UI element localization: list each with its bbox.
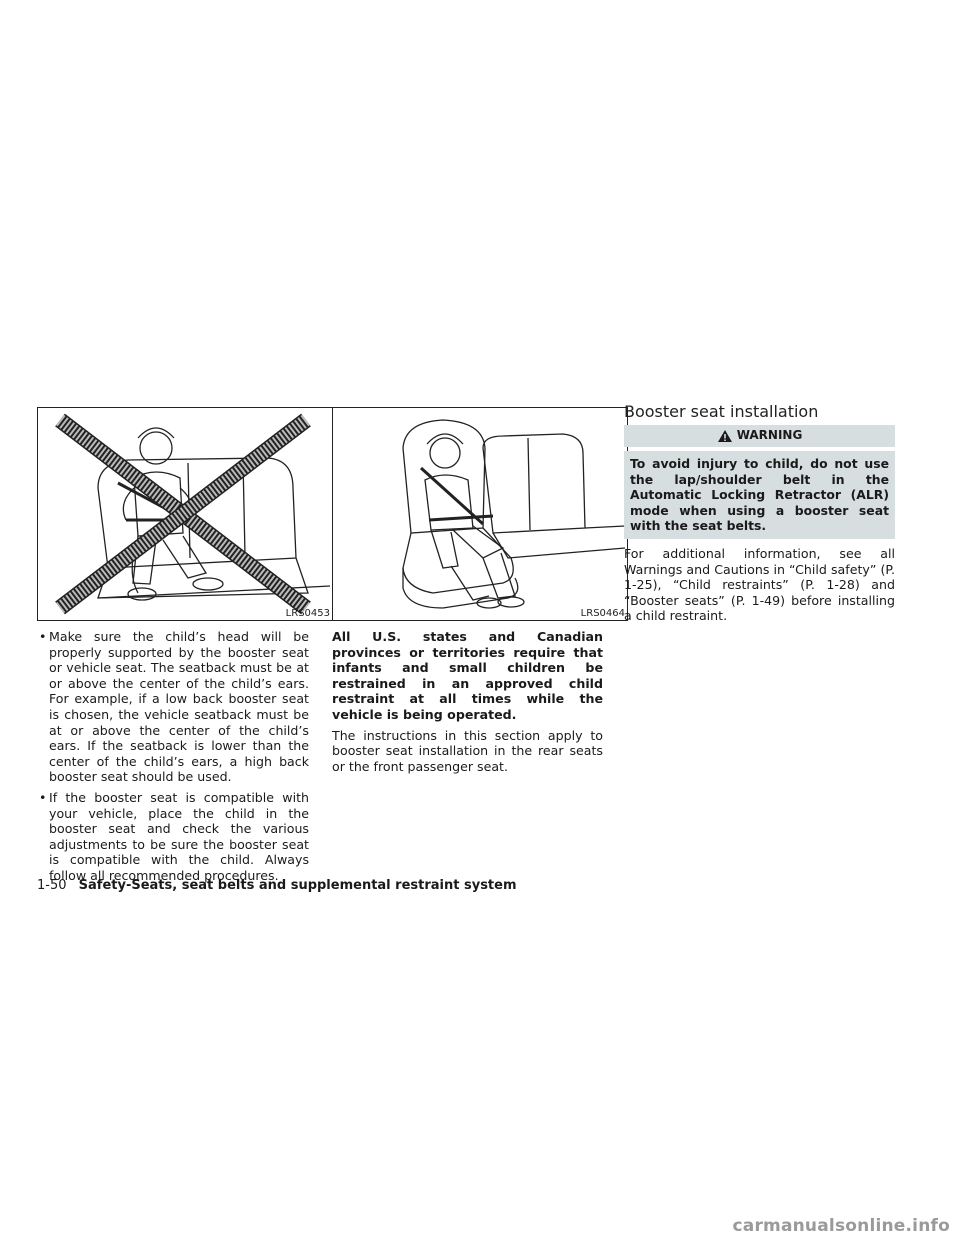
cross-out-mark bbox=[60, 420, 306, 608]
column-left bbox=[37, 629, 309, 889]
warning-label: WARNING bbox=[736, 428, 803, 443]
section-title: Booster seat installation bbox=[624, 402, 819, 421]
warning-header bbox=[624, 425, 895, 447]
instructions-scope-text: The instructions in this section apply to booster seat installation in the rear seats or the front passenger seat. bbox=[332, 727, 603, 774]
bullet-dot: • bbox=[39, 629, 47, 644]
warning-text: To avoid injury to child, do not use the lap/shoulder belt in the Automatic Locking Retractor (ALR) mode when using a booster seat with the seat belts. bbox=[624, 451, 895, 539]
list-item-text: If the booster seat is compatible with your vehicle, place the child in the booster seat and check the various adjustments to be sure the booster seat is compatible with the child. Always follow all recommended procedures. bbox=[49, 789, 309, 883]
watermark: carmanualsonline.info bbox=[732, 1216, 950, 1236]
figure-code: LRS0464 bbox=[580, 608, 625, 619]
column-middle bbox=[332, 629, 603, 779]
figure-incorrect-seating bbox=[37, 407, 333, 621]
illustration-crossed-out bbox=[38, 408, 331, 619]
list-item-text: Make sure the child’s head will be properly supported by the booster seat or vehicle seat. The seatback must be at or above the center of the child’s ears. For example, if a low back booster seat is chosen, the vehicle seatback must be at or above the center of the child’s ears. If the seatback is lower than the center of the child’s ears, a high back booster seat should be used. bbox=[49, 629, 309, 785]
legal-requirement-text: All U.S. states and Canadian provinces or territories require that infants and small children be restrained in an approved child restraint at all times while the vehicle is being operated. bbox=[332, 629, 603, 722]
warning-icon bbox=[717, 429, 733, 443]
page-number: 1-50 bbox=[37, 878, 67, 893]
figure-code: LRS0453 bbox=[285, 608, 330, 619]
footer-section-title: Safety-Seats, seat belts and supplemental restraint system bbox=[78, 878, 517, 893]
list-item bbox=[37, 790, 309, 884]
figure-booster-seat bbox=[332, 407, 628, 621]
column-right bbox=[624, 402, 895, 629]
illustration-booster-seat bbox=[333, 408, 626, 619]
additional-info-text: For additional information, see all Warnings and Cautions in “Child safety” (P. 1-25), “Child restraints” (P. 1-28) and “Booster seats” (P. 1-49) before installing a child restraint. bbox=[624, 545, 895, 624]
list-item bbox=[37, 629, 309, 785]
bullet-dot: • bbox=[39, 789, 47, 805]
page-footer bbox=[37, 878, 517, 894]
